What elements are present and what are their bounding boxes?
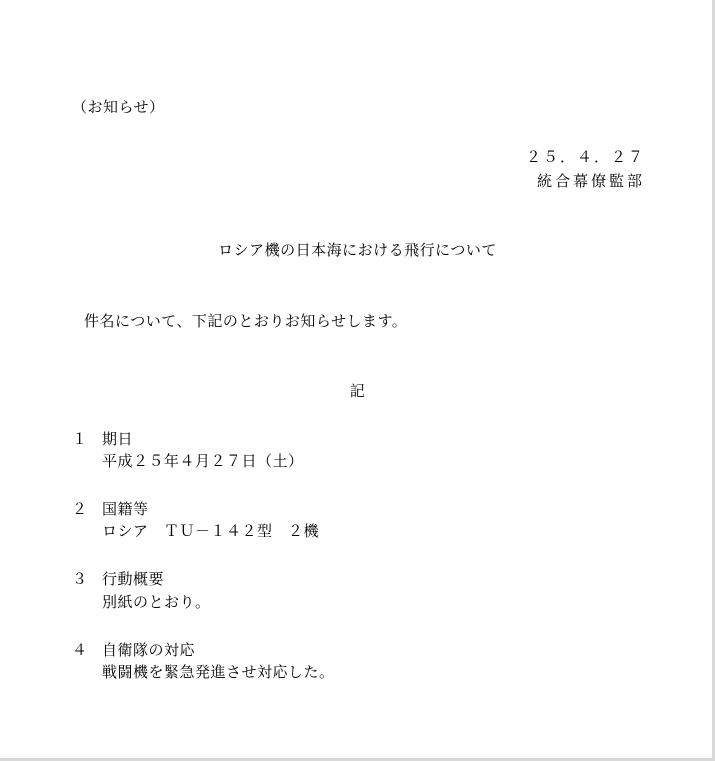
item-body: ロシア ＴＵ－１４２型 ２機 <box>102 522 320 540</box>
ki-heading: 記 <box>349 382 366 400</box>
intro-text: 件名について、下記のとおりお知らせします。 <box>84 312 408 330</box>
item-body: 別紙のとおり。 <box>102 593 211 611</box>
item-number: １ <box>72 430 88 448</box>
issuer: 統合幕僚監部 <box>536 172 645 190</box>
item-heading: 期日 <box>102 430 134 448</box>
item-number: ３ <box>72 570 88 588</box>
item-body: 戦闘機を緊急発進させ対応した。 <box>102 663 335 681</box>
date: ２５．４．２７ <box>525 148 645 166</box>
item-heading: 自衛隊の対応 <box>102 641 196 659</box>
item-number: ２ <box>72 500 88 518</box>
item-heading: 行動概要 <box>102 570 165 588</box>
notice-label: （お知らせ） <box>72 98 165 116</box>
item-number: ４ <box>72 641 88 659</box>
item-body: 平成２５年４月２７日（土） <box>102 452 304 470</box>
item-heading: 国籍等 <box>102 500 149 518</box>
document-title: ロシア機の日本海における飛行について <box>218 241 497 259</box>
